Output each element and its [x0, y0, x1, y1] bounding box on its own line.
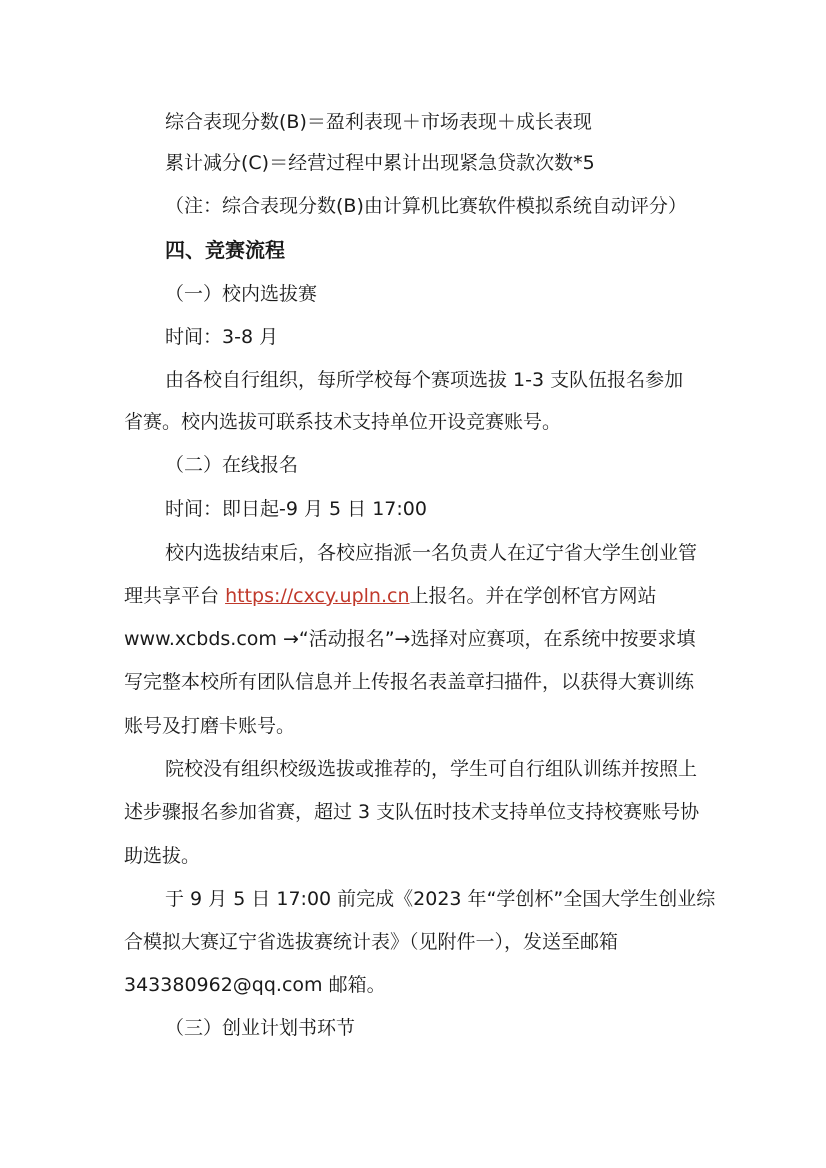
- paragraph-line: [124, 584, 657, 608]
- paragraph-line: 账号及打磨卡账号。: [124, 715, 296, 737]
- paragraph-line: 助选拔。: [124, 845, 201, 867]
- formula-cumulative-deduction: 累计减分(C)＝经营过程中累计出现紧急贷款次数*5: [165, 152, 595, 174]
- paragraph-line: 院校没有组织校级选拔或推荐的，学生可自行组队训练并按照上: [165, 758, 698, 780]
- subsection-online-registration: （二）在线报名: [165, 454, 299, 476]
- formula-comprehensive-score: 综合表现分数(B)＝盈利表现＋市场表现＋成长表现: [165, 111, 592, 133]
- paragraph-line: 于 9 月 5 日 17:00 前完成《2023 年“学创杯”全国大学生创业综: [165, 888, 716, 910]
- subsection-school-selection: （一）校内选拔赛: [165, 283, 318, 305]
- paragraph-line: 省赛。校内选拔可联系技术支持单位开设竞赛账号。: [124, 411, 562, 433]
- paragraph-line: 校内选拔结束后，各校应指派一名负责人在辽宁省大学生创业管: [165, 542, 698, 564]
- school-selection-time: 时间：3-8 月: [165, 326, 279, 348]
- paragraph-line: 343380962@qq.com 邮箱。: [124, 974, 386, 996]
- paragraph-line: 写完整本校所有团队信息并上传报名表盖章扫描件，以获得大赛训练: [124, 671, 695, 693]
- subsection-business-plan: （三）创业计划书环节: [165, 1017, 356, 1039]
- platform-suffix: 上报名。并在学创杯官方网站: [409, 585, 657, 607]
- section-heading-competition-process: 四、竞赛流程: [165, 238, 285, 262]
- registration-time: 时间：即日起-9 月 5 日 17:00: [165, 498, 427, 520]
- paragraph-line: www.xcbds.com →“活动报名”→选择对应赛项，在系统中按要求填: [124, 628, 696, 650]
- platform-label: 理共享平台: [124, 585, 220, 607]
- scoring-note: （注：综合表现分数(B)由计算机比赛软件模拟系统自动评分）: [165, 195, 687, 217]
- paragraph-line: 由各校自行组织，每所学校每个赛项选拔 1-3 支队伍报名参加: [165, 369, 684, 391]
- paragraph-line: 述步骤报名参加省赛，超过 3 支队伍时技术支持单位支持校赛账号协: [124, 801, 700, 823]
- platform-link[interactable]: https://cxcy.upln.cn: [225, 585, 410, 607]
- paragraph-line: 合模拟大赛辽宁省选拔赛统计表》（见附件一），发送至邮箱: [124, 931, 619, 953]
